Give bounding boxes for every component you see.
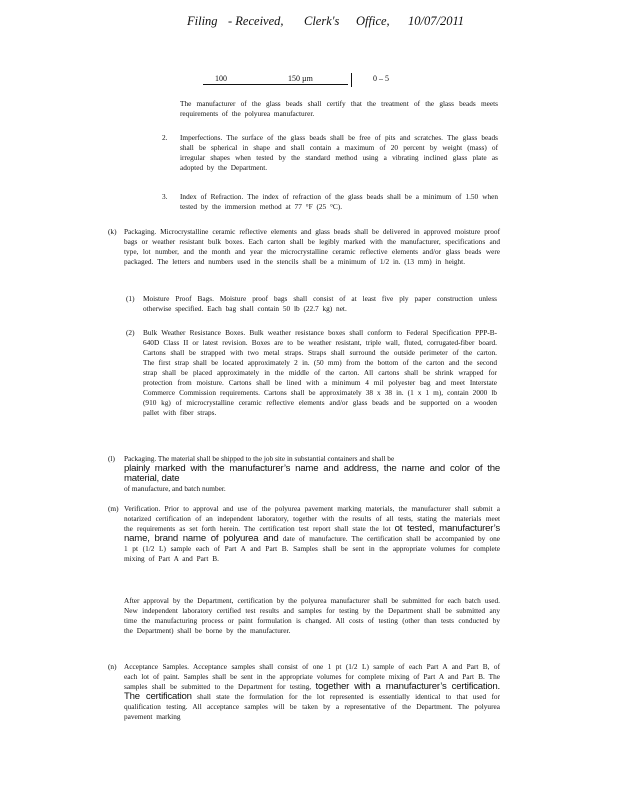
verification-text-a: Verification. Prior to approval and use of the polyurea pavement marking materials, the manufacturer shall submit a notarized certification of an independent laboratory, together with the results of all tests, stating the materials meet the requirements as set forth herein. The certification test report shall state the lot <box>124 504 500 533</box>
para-packaging-k: Packaging. Microcrystalline ceramic reflective elements and glass beads shall be delivered in approved moisture proof bags or weather resistant bulk boxes. Each carton shall be legibly marked with the manufacturer, specifications and type, lot number, and the month and year the microcrystalline ceramic reflective elements and/or glass beads were packaged. The letters and numbers used in the stencils shall be a minimum of 1/2 in. (13 mm) in height. <box>124 227 500 266</box>
packaging-l-line3: of manufacture, and batch number. <box>124 484 226 493</box>
subsection-number-2: (2) <box>126 328 135 337</box>
para-treatment-certification: The manufacturer of the glass beads shall certify that the treatment of the glass beads meets requirements of the polyurea manufacturer. <box>180 99 498 118</box>
filing-header <box>0 14 618 30</box>
para-index-of-refraction: Index of Refraction. The index of refraction of the glass beads shall be a minimum of 1.50 when tested by the immersion method at 77 °F (25 °C). <box>180 192 498 211</box>
table-cell-percent: 0 – 5 <box>373 74 389 83</box>
para-bulk-weather-resistance-boxes: Bulk Weather Resistance Boxes. Bulk weather resistance boxes shall conform to Federal Specification PPP-B-640D Class II or latest revision. Boxes are to be weather resistant, triple wall, fluted, corrugated-fiber board. Cartons shall be strapped with two metal straps. Straps shall surround the outside perimeter of the carton. The first strap shall be located approximately 2 in. (50 mm) from the bottom of the carton and the second strap shall be placed approximately in the middle of the carton. All cartons shall be shrink wrapped for protection from moisture. Cartons shall be lined with a minimum 4 mil polyester bag and meet Interstate Commerce Commission requirements. Cartons shall be approximately 38 x 38 in. (1 x 1 m), contain 2000 lb (910 kg) of microcrystalline ceramic reflective elements and/or glass beads and be supported on a wooden pallet with fiber straps. <box>143 328 497 417</box>
table-rule <box>203 84 348 85</box>
section-label-l: (l) <box>108 454 115 463</box>
header-office: Office, <box>356 14 390 28</box>
header-clerks: Clerk's <box>304 14 340 28</box>
para-packaging-l <box>124 454 500 494</box>
subsection-number-1: (1) <box>126 294 135 303</box>
packaging-l-line2: plainly marked with the manufacturer’s name and address, the name and color of the material, date <box>124 463 500 484</box>
gradation-table-fragment <box>203 73 423 89</box>
header-filing: Filing <box>187 14 218 28</box>
item-number-2: 2. <box>162 133 168 142</box>
acceptance-text-a: Acceptance Samples. Acceptance samples shall consist of one 1 pt (1/2 L) sample of each Part A and Part B, of each lot of paint. Samples shall be sent in the appropriate volumes for complete mixing of Part A and Part B. The samples shall be submitted to the Department for testing, <box>124 662 500 691</box>
verification-text-bold: ot tested, manufacturer’s name, brand name of polyurea and <box>124 523 500 544</box>
para-after-approval: After approval by the Department, certification by the polyurea manufacturer shall be submitted for each batch used. New independent laboratory certified test results and samples for testing by the Department shall be submitted any time the manufacturing process or paint formulation is changed. All costs of testing (other than tests conducted by the Department) shall be borne by the manufacturer. <box>124 596 500 635</box>
acceptance-text-b: shall state the formulation for the lot represented is essentially identical to that used for qualification testing. All acceptance samples will be taken by a representative of the Department. The polyurea pavement marking <box>124 692 500 721</box>
para-acceptance-samples <box>124 662 500 722</box>
table-cell-size: 150 µm <box>288 74 313 83</box>
table-cell-sieve: 100 <box>215 74 227 83</box>
packaging-l-line1: Packaging. The material shall be shipped to the job site in substantial containers and shall be <box>124 454 395 463</box>
para-verification <box>124 504 500 564</box>
acceptance-text-bold: together with a manufacturer’s certification. The certification <box>124 681 500 702</box>
section-label-k: (k) <box>108 227 117 236</box>
verification-text-b: date of manufacture. The certification shall be accompanied by one 1 pt (1/2 L) sample each of Part A and Part B. Samples shall be sent in the appropriate volumes for complete mixing of Part A and Part B. <box>124 534 501 563</box>
header-date: 10/07/2011 <box>408 14 465 28</box>
table-divider <box>351 73 352 87</box>
header-received: - Received, <box>228 14 284 28</box>
section-label-m: (m) <box>108 504 119 513</box>
section-label-n: (n) <box>108 662 117 671</box>
para-imperfections: Imperfections. The surface of the glass beads shall be free of pits and scratches. The glass beads shall be spherical in shape and shall contain a maximum of 20 percent by weight (mass) of irregular shapes when tested by the standard method using a vibrating inclined glass plate as adopted by the Department. <box>180 133 498 172</box>
para-moisture-proof-bags: Moisture Proof Bags. Moisture proof bags shall consist of at least five ply paper construction unless otherwise specified. Each bag shall contain 50 lb (22.7 kg) net. <box>143 294 497 313</box>
item-number-3: 3. <box>162 192 168 201</box>
